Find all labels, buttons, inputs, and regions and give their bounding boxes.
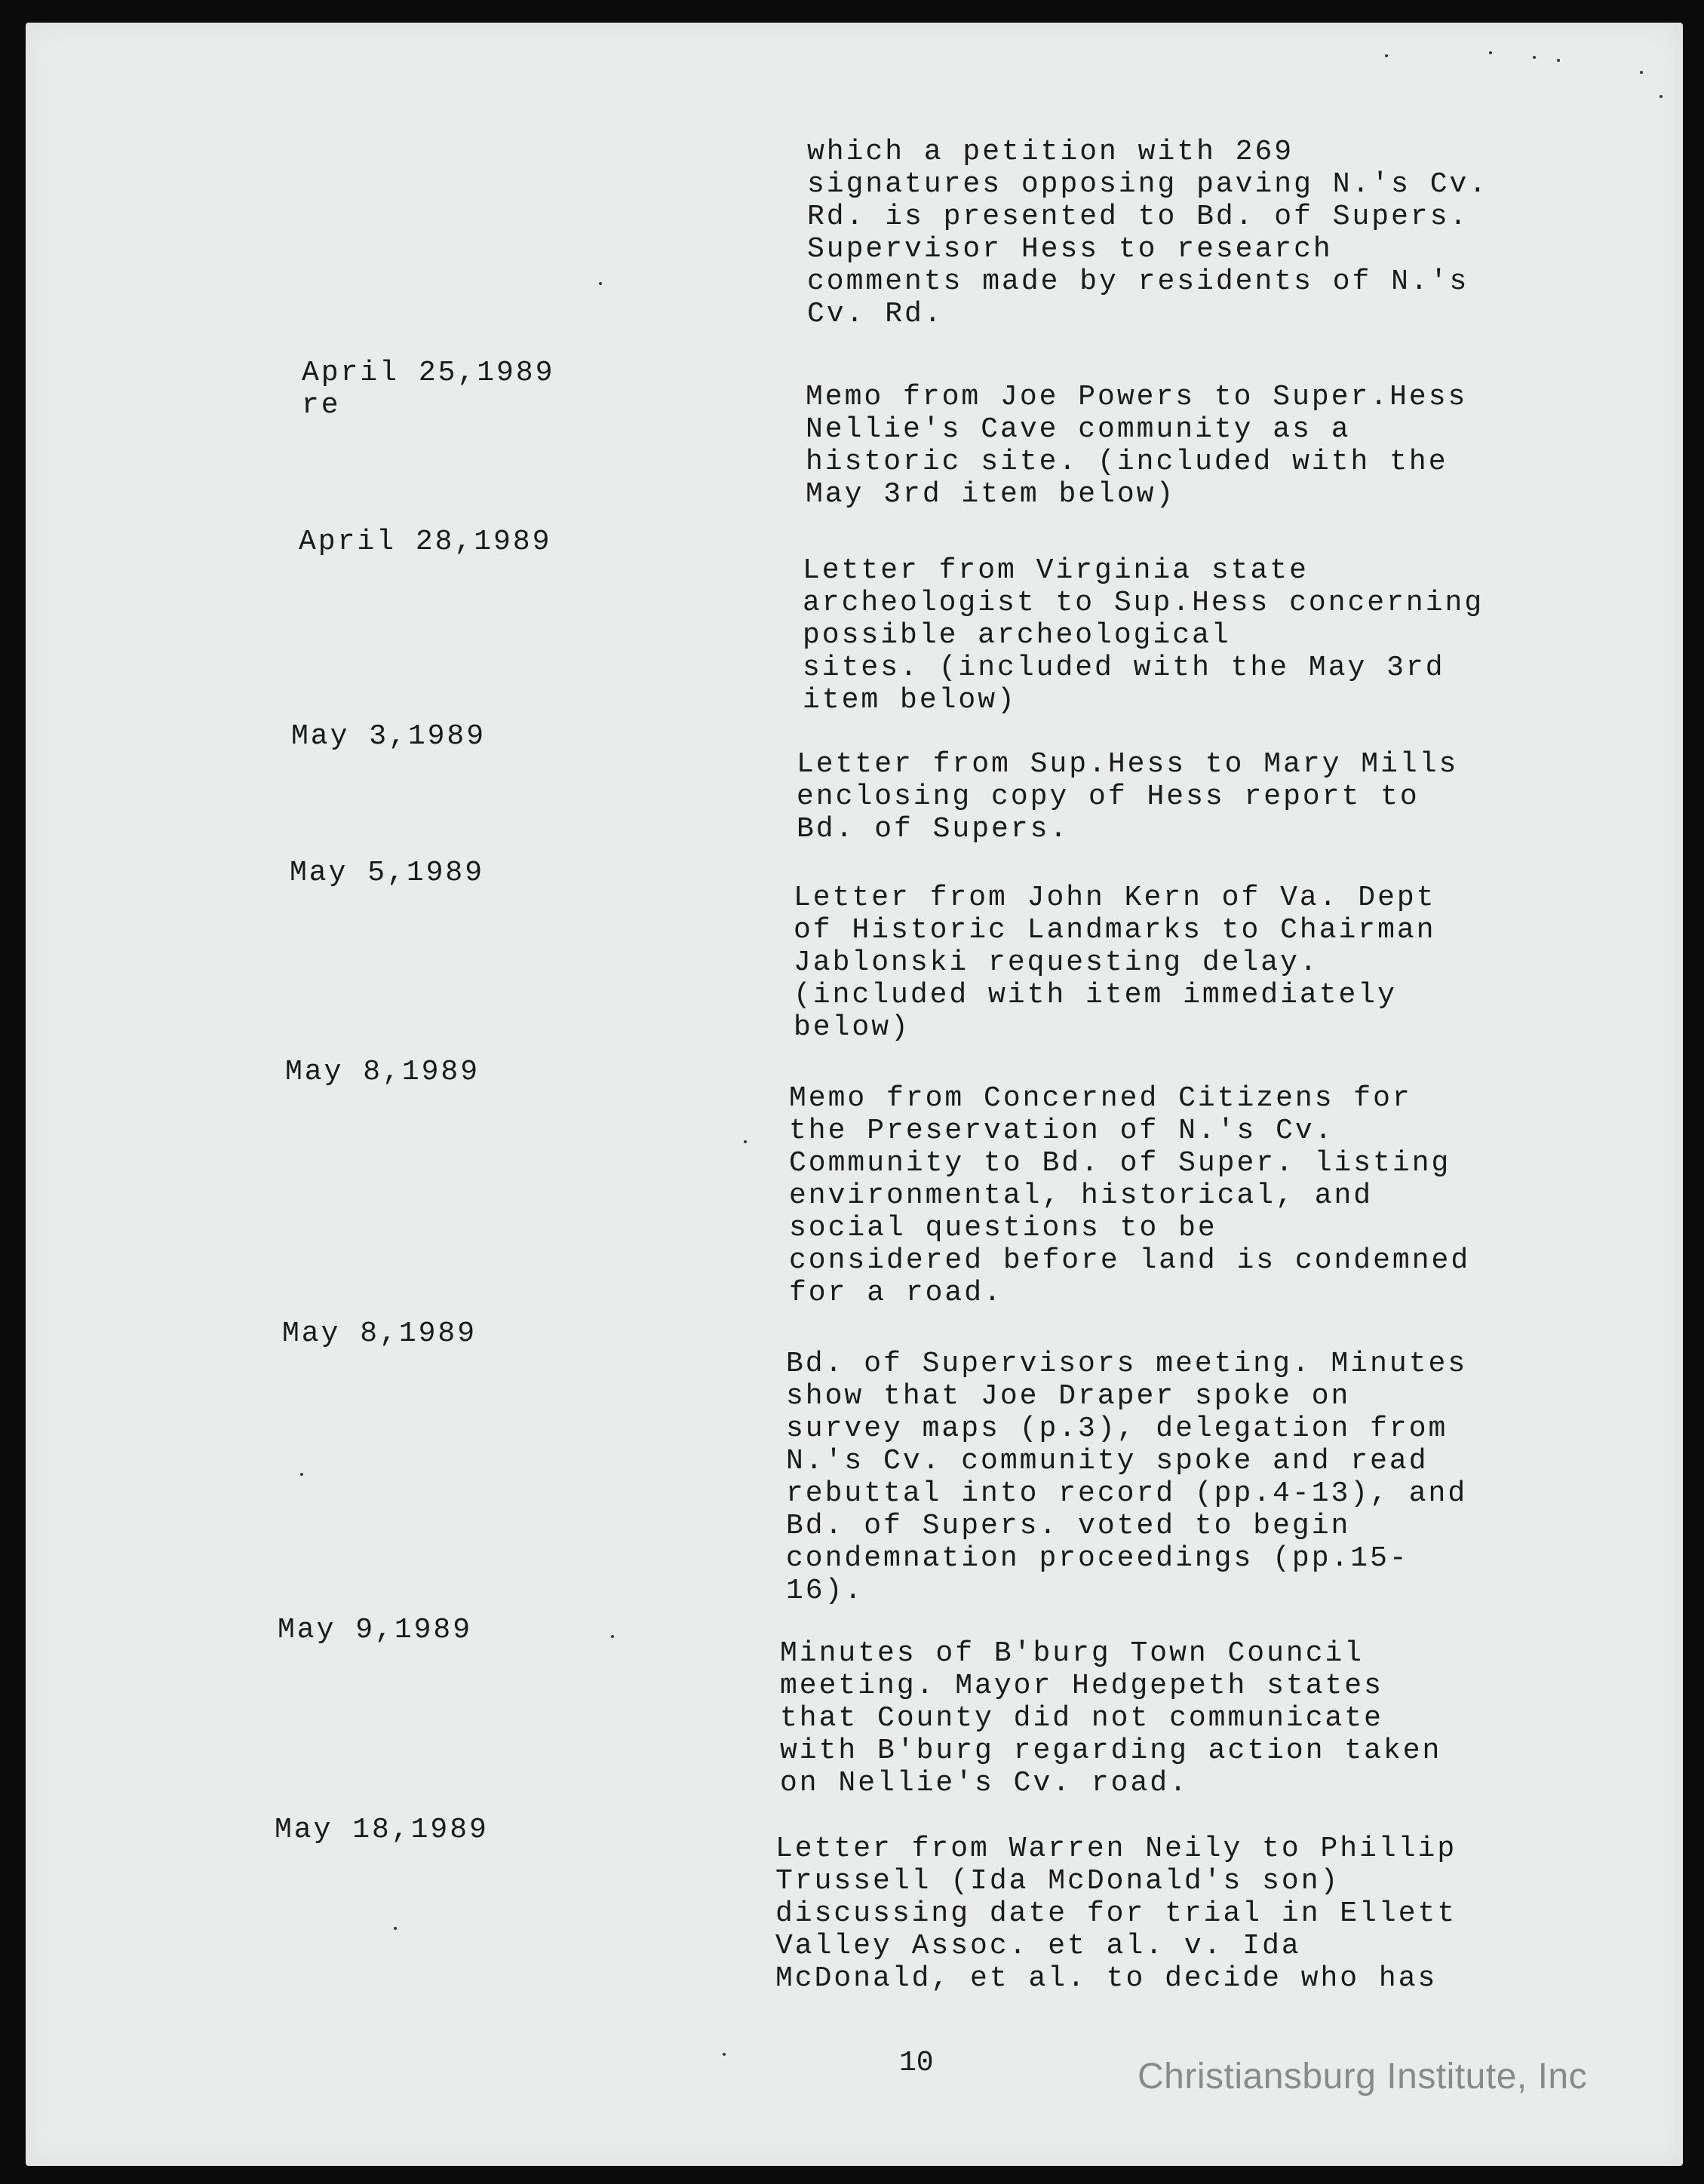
paper-speck: [1557, 59, 1560, 62]
entry-date: May 18,1989: [275, 1814, 489, 1846]
entry-description: Bd. of Supervisors meeting. Minutes show that Joe Draper spoke on survey maps (p.3), delegation from N.'s Cv. community spoke and read rebuttal into record (pp.4-13), and Bd. of Supers. voted to begin condemnation proceedings (pp.15- 16).: [786, 1348, 1468, 1607]
page-number: 10: [899, 2047, 934, 2079]
paper-speck: [1640, 71, 1643, 74]
paper-speck: [744, 1140, 747, 1143]
continuation-line: Rd. is presented to Bd. of Supers.: [807, 201, 1469, 233]
entry-date: May 5,1989: [290, 857, 485, 889]
paper-speck: [394, 1927, 397, 1930]
paper-speck: [599, 282, 602, 285]
watermark-text: Christiansburg Institute, Inc: [1138, 2057, 1588, 2097]
entry-date: May 8,1989: [282, 1317, 477, 1350]
entry-description: Letter from John Kern of Va. Dept of Historic Landmarks to Chairman Jablonski requesting delay. (included with item immediately below): [794, 882, 1436, 1044]
entry-date: April 25,1989 re: [302, 357, 555, 422]
continuation-line: comments made by residents of N.'s: [807, 265, 1469, 298]
paper-speck: [1489, 51, 1492, 54]
continuation-line: signatures opposing paving N.'s Cv.: [807, 168, 1489, 201]
entry-description: Letter from Virginia state archeologist to Sup.Hess concerning possible archeological sites. (included with the May 3rd item below): [803, 554, 1484, 716]
paper-speck: [1533, 56, 1536, 59]
entry-date: April 28,1989: [299, 526, 552, 558]
continuation-text: [807, 136, 1561, 330]
entry-date: May 8,1989: [285, 1056, 480, 1088]
paper-speck: [611, 1635, 614, 1638]
paper-speck: [1659, 95, 1663, 98]
continuation-line: Cv. Rd.: [807, 298, 944, 330]
entry-description: Letter from Warren Neily to Phillip Trussell (Ida McDonald's son) discussing date for trial in Ellett Valley Assoc. et al. v. Ida McDonald, et al. to decide who has: [775, 1833, 1457, 1995]
paper-speck: [1385, 54, 1388, 57]
entry-description: Memo from Concerned Citizens for the Preservation of N.'s Cv. Community to Bd. of Super. listing environmental, historical, and social questions to be considered before land is condemned for a road.: [789, 1082, 1471, 1309]
paper-speck: [300, 1473, 303, 1476]
entry-description: Memo from Joe Powers to Super.Hess Nellie's Cave community as a historic site. (included with the May 3rd item below): [806, 381, 1468, 511]
entry-date: May 9,1989: [278, 1614, 473, 1646]
paper-speck: [723, 2053, 726, 2056]
entry-description: Minutes of B'burg Town Council meeting. Mayor Hedgepeth states that County did not communicate with B'burg regarding action taken on Nellie's Cv. road.: [780, 1637, 1442, 1799]
continuation-line: which a petition with 269: [807, 136, 1294, 168]
continuation-line: Supervisor Hess to research: [807, 233, 1333, 265]
entry-date: May 3,1989: [291, 720, 487, 753]
entry-description: Letter from Sup.Hess to Mary Mills enclosing copy of Hess report to Bd. of Supers.: [797, 748, 1459, 845]
document-page: [26, 23, 1683, 2166]
